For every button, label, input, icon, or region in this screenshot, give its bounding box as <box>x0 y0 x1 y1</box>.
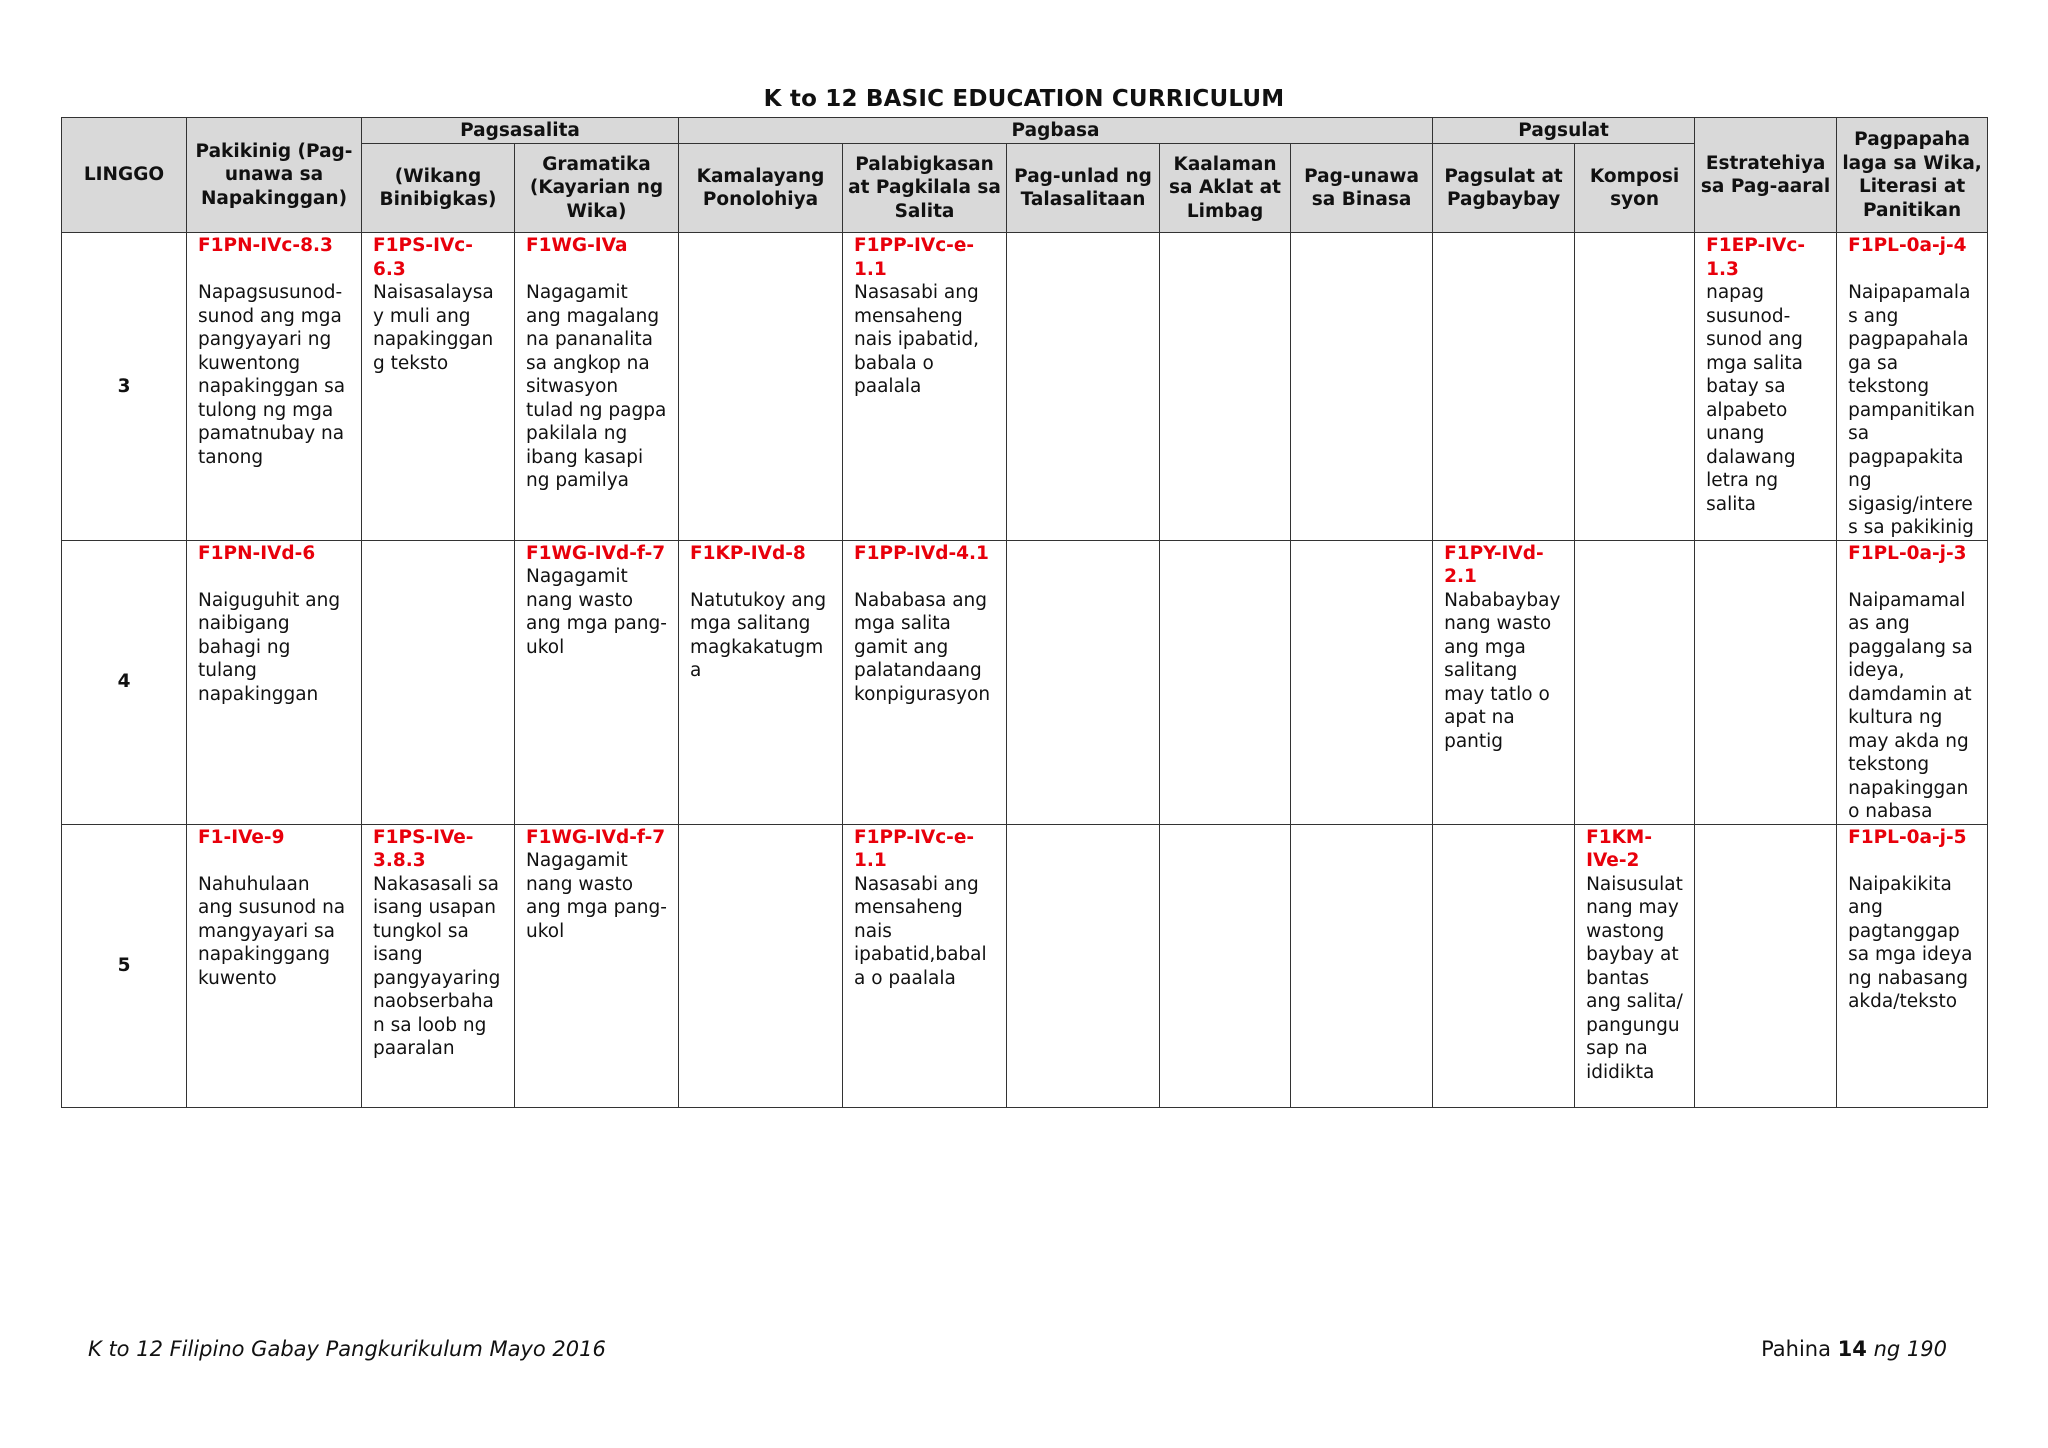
competency-text: Nahuhulaan ang susunod na mangyayari sa napakinggang kuwento <box>198 873 346 989</box>
header-pag-unlad: Pag-unlad ng Talasalitaan <box>1007 144 1160 233</box>
competency-text: Nasasabi ang mensaheng nais ipabatid, babala o paalala <box>854 282 980 397</box>
table-cell <box>679 233 843 541</box>
competency-code: F1WG-IVa <box>526 235 628 256</box>
table-cell <box>1007 540 1160 824</box>
header-group-row <box>62 118 1988 144</box>
table-cell <box>1837 233 1988 541</box>
week-number: 3 <box>62 233 187 541</box>
competency-code: F1-IVe-9 <box>198 826 285 848</box>
week-number: 4 <box>62 540 187 824</box>
document-title: K to 12 BASIC EDUCATION CURRICULUM <box>763 86 1285 112</box>
competency-text: Nababasa ang mga salita gamit ang palatandaang konpigurasyon <box>854 589 991 705</box>
header-pagbasa: Pagbasa <box>679 118 1433 144</box>
competency-text: Nagagamit nang wasto ang mga pang-ukol <box>526 850 667 942</box>
table-cell <box>1160 233 1291 541</box>
competency-text: Naipamamalas ang paggalang sa ideya, damdamin at kultura ng may akda ng tekstong napakinggan o nabasa <box>1848 589 1973 822</box>
page-current: 14 <box>1837 1337 1867 1361</box>
table-cell <box>187 824 362 1107</box>
week-row <box>62 233 1988 541</box>
header-pagsulat: Pagsulat <box>1433 118 1695 144</box>
competency-code: F1PP-IVc-e-1.1 <box>854 826 975 871</box>
header-komposisyon: Komposi syon <box>1575 144 1695 233</box>
table-cell <box>1575 824 1695 1107</box>
competency-code: F1WG-IVd-f-7 <box>526 826 666 848</box>
table-cell <box>515 824 679 1107</box>
header-estratehiya: Estratehiya sa Pag-aaral <box>1695 118 1837 233</box>
table-cell <box>679 824 843 1107</box>
table-cell <box>1007 824 1160 1107</box>
competency-code: F1PL-0a-j-5 <box>1848 826 1967 848</box>
footer-document-name: K to 12 Filipino Gabay Pangkurikulum Mayo 2016 <box>88 1337 606 1361</box>
table-cell <box>1160 824 1291 1107</box>
competency-text: Naisusulat nang may wastong baybay at bantas ang salita/ pangungusap na ididikta <box>1586 873 1683 1083</box>
competency-code: F1PY-IVd-2.1 <box>1444 542 1544 587</box>
page-label: Pahina <box>1761 1337 1831 1361</box>
table-cell <box>362 233 515 541</box>
competency-text: Napagsusunod-sunod ang mga pangyayari ng kuwentong napakinggan sa tulong ng mga pamatnubay na tanong <box>198 282 346 468</box>
competency-text: Natutukoy ang mga salitang magkakatugma <box>690 589 827 681</box>
table-cell <box>1695 824 1837 1107</box>
table-cell <box>1433 540 1575 824</box>
header-kamalayang-ponolohiya: Kamalayang Ponolohiya <box>679 144 843 233</box>
table-cell <box>187 540 362 824</box>
table-cell <box>515 233 679 541</box>
table-cell <box>1007 233 1160 541</box>
table-cell <box>843 540 1007 824</box>
table-cell <box>362 824 515 1107</box>
competency-code: F1PL-0a-j-4 <box>1848 235 1967 256</box>
header-kaalaman: Kaalaman sa Aklat at Limbag <box>1160 144 1291 233</box>
table-cell <box>1291 824 1433 1107</box>
week-row <box>62 824 1988 1107</box>
competency-code: F1WG-IVd-f-7 <box>526 542 666 564</box>
table-cell <box>1433 824 1575 1107</box>
competency-text: Naiguguhit ang naibigang bahagi ng tulang napakinggan <box>198 589 341 705</box>
footer-page-number <box>1761 1337 1947 1361</box>
table-cell <box>1695 233 1837 541</box>
competency-text: Nakasasali sa isang usapan tungkol sa isang pangyayaring naobserbahan sa loob ng paaralan <box>373 873 501 1059</box>
header-gramatika: Gramatika (Kayarian ng Wika) <box>515 144 679 233</box>
table-cell <box>362 540 515 824</box>
page-total: ng 190 <box>1873 1337 1947 1361</box>
table-cell <box>1837 824 1988 1107</box>
competency-code: F1PN-IVd-6 <box>198 542 316 564</box>
competency-code: F1PP-IVd-4.1 <box>854 542 989 564</box>
competency-text: Naipakikita ang pagtanggap sa mga ideya ng nabasang akda/teksto <box>1848 873 1973 1012</box>
table-cell <box>515 540 679 824</box>
header-wikang-binibigkas: (Wikang Binibigkas) <box>362 144 515 233</box>
competency-code: F1PS-IVc-6.3 <box>373 235 473 280</box>
table-cell <box>1291 540 1433 824</box>
competency-text: Naisasalaysay muli ang napakinggang teksto <box>373 282 494 374</box>
table-cell <box>1291 233 1433 541</box>
competency-code: F1PL-0a-j-3 <box>1848 542 1967 564</box>
table-cell <box>1575 233 1695 541</box>
table-cell <box>1837 540 1988 824</box>
header-palabigkasan: Palabigkasan at Pagkilala sa Salita <box>843 144 1007 233</box>
table-cell <box>1575 540 1695 824</box>
header-pagsasalita: Pagsasalita <box>362 118 679 144</box>
competency-text: Nagagamit nang wasto ang mga pang-ukol <box>526 566 667 658</box>
competency-text: Nasasabi ang mensaheng nais ipabatid,babala o paalala <box>854 873 987 989</box>
competency-code: F1PN-IVc-8.3 <box>198 235 333 256</box>
competency-code: F1PS-IVe-3.8.3 <box>373 826 474 871</box>
week-row <box>62 540 1988 824</box>
header-linggo: LINGGO <box>62 118 187 233</box>
header-pagpapahalaga: Pagpapaha laga sa Wika, Literasi at Panitikan <box>1837 118 1988 233</box>
table-cell <box>843 233 1007 541</box>
week-number: 5 <box>62 824 187 1107</box>
header-pag-unawa: Pag-unawa sa Binasa <box>1291 144 1433 233</box>
table-cell <box>1433 233 1575 541</box>
table-cell <box>679 540 843 824</box>
competency-text: Naipapamalas ang pagpapahalaga sa tekstong pampanitikan sa pagpapakita ng sigasig/interes sa pakikinig <box>1848 282 1975 538</box>
curriculum-table <box>61 117 1988 1108</box>
competency-code: F1KP-IVd-8 <box>690 542 806 564</box>
table-cell <box>843 824 1007 1107</box>
competency-code: F1PP-IVc-e-1.1 <box>854 235 975 280</box>
table-cell <box>1695 540 1837 824</box>
competency-text: Nagagamit ang magalang na pananalita sa angkop na sitwasyon tulad ng pagpa pakilala ng ibang kasapi ng pamilya <box>526 282 667 491</box>
competency-code: F1EP-IVc-1.3 <box>1706 235 1805 280</box>
competency-text: napag susunod-sunod ang mga salita batay sa alpabeto unang dalawang letra ng salita <box>1706 282 1803 515</box>
table-cell <box>187 233 362 541</box>
competency-text: Nababaybay nang wasto ang mga salitang may tatlo o apat na pantig <box>1444 589 1561 752</box>
header-pakikinig: Pakikinig (Pag-unawa sa Napakinggan) <box>187 118 362 233</box>
competency-code: F1KM-IVe-2 <box>1586 826 1653 871</box>
header-pagsulat-at-pagbaybay: Pagsulat at Pagbaybay <box>1433 144 1575 233</box>
table-cell <box>1160 540 1291 824</box>
